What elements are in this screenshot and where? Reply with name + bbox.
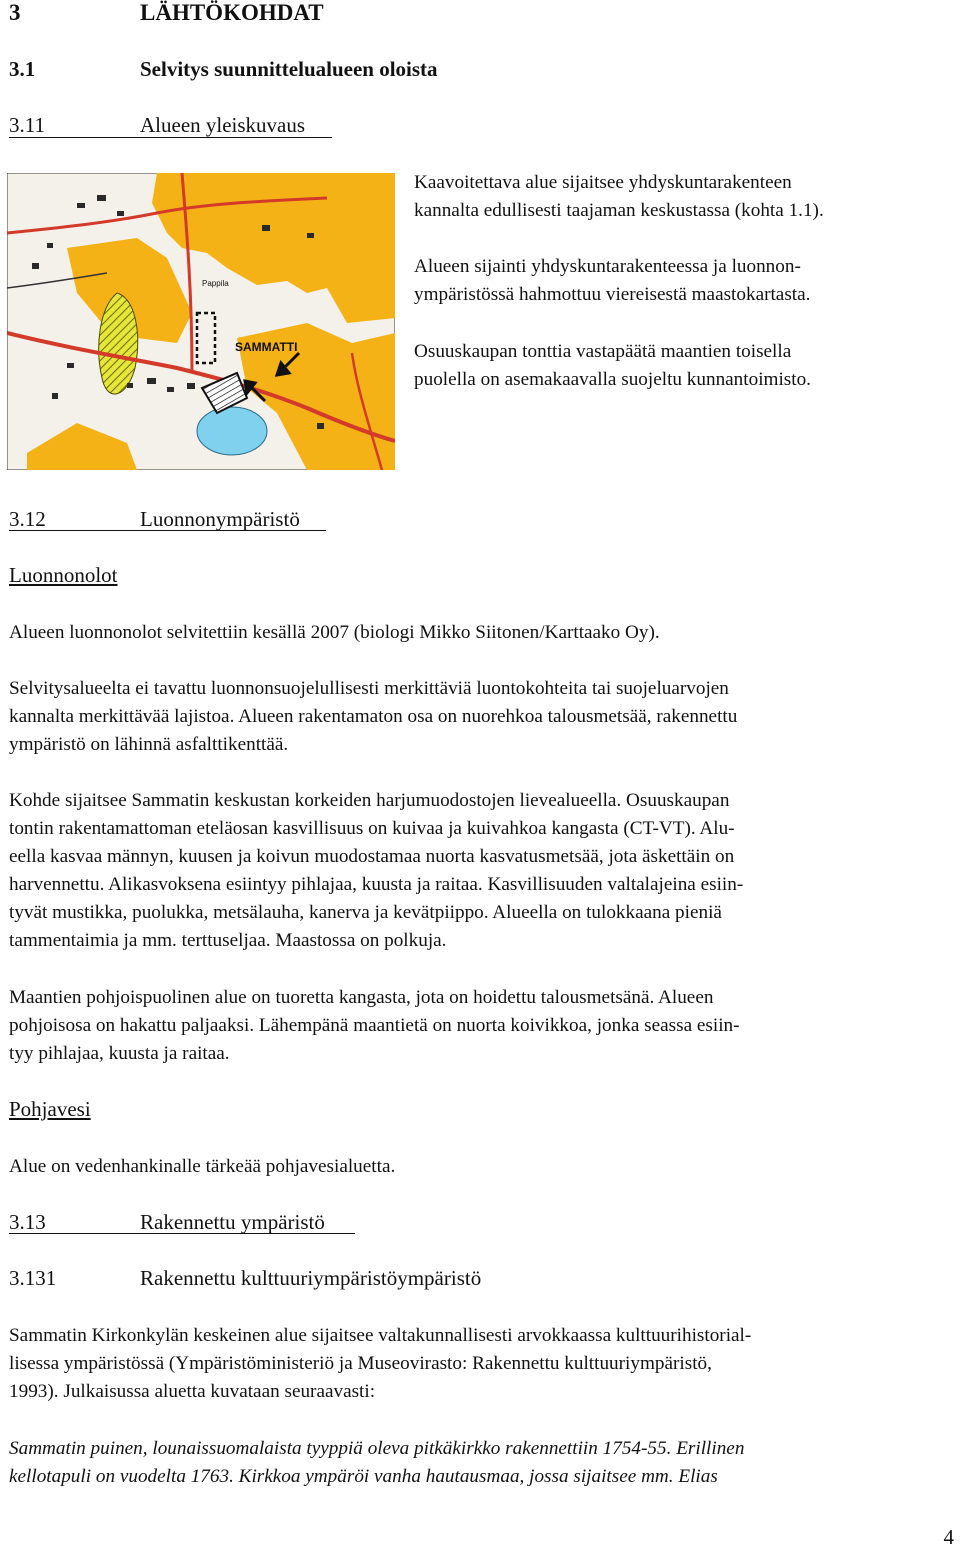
lake	[197, 407, 267, 455]
text-line: eella kasvaa männyn, kuusen ja koivun muodostamaa nuorta kasvatusmetsää, jota äskettäin on	[9, 846, 735, 867]
intro-paragraph-1	[414, 169, 824, 225]
luonnonolot-paragraph-3	[9, 787, 743, 955]
text-line: kannalta edullisesti taajaman keskustassa (kohta 1.1).	[414, 200, 824, 221]
subsubsection-number: 3.131	[9, 1266, 57, 1290]
text-line: 1993). Julkaisussa aluetta kuvataan seuraavasti:	[9, 1381, 376, 1402]
pohjavesi-paragraph: Alue on vedenhankinalle tärkeää pohjavesialuetta.	[9, 1156, 396, 1177]
subsubsection-title: Rakennettu kulttuuriympäristöympäristö	[140, 1266, 482, 1290]
text-line: ympäristössä hahmottuu viereisestä maastokartasta.	[414, 284, 811, 305]
text-line: tontin rakentamattoman eteläosan kasvillisuus on kuivaa ja kuivahkoa kangasta (CT-VT). Alu-	[9, 818, 735, 839]
subsection-number: 3.12	[9, 507, 46, 531]
intro-paragraph-2	[414, 253, 810, 309]
subsection-number: 3.11	[9, 113, 45, 137]
subheading-number: 3.1	[9, 57, 36, 81]
text-line: Alueen sijainti yhdyskuntarakenteessa ja luonnon-	[414, 256, 801, 277]
kulttuuri-paragraph	[9, 1322, 751, 1406]
text-line: tammentaimia ja mm. terttuseljaa. Maastossa on polkuja.	[9, 930, 447, 951]
intro-paragraph-3	[414, 338, 811, 394]
text-line: Kaavoitettava alue sijaitsee yhdyskuntarakenteen	[414, 172, 792, 193]
subsection-title: Luonnonympäristö	[140, 507, 300, 531]
text-line: Sammatin puinen, lounaissuomalaista tyyppiä oleva pitkäkirkko rakennettiin 1754-55. Erillinen	[9, 1438, 745, 1459]
text-line: lisessa ympäristössä (Ympäristöministeriö ja Museovirasto: Rakennettu kulttuuriympäristö,	[9, 1353, 712, 1374]
text-line: Sammatin Kirkonkylän keskeinen alue sijaitsee valtakunnallisesti arvokkaassa kulttuurihistorial-	[9, 1325, 752, 1346]
text-line: pohjoisosa on hakattu paljaaksi. Lähempänä maantietä on nuorta koivikkoa, jonka seassa esiin-	[9, 1015, 740, 1036]
text-line: tyy pihlajaa, kuusta ja raitaa.	[9, 1043, 230, 1064]
text-line: tyvät mustikka, puolukka, metsälauha, kanerva ja kevätpiippo. Alueella on tulokkaana pieniä	[9, 902, 722, 923]
page-number: 4	[943, 1525, 954, 1549]
pohjavesi-heading: Pohjavesi	[9, 1097, 91, 1121]
text-line: ympäristö on lähinnä asfalttikenttää.	[9, 734, 289, 755]
map-label-sammatti: SAMMATTI	[235, 340, 298, 354]
heading-title: LÄHTÖKOHDAT	[140, 0, 324, 25]
text-line: harvennettu. Alikasvoksena esiintyy pihlajaa, kuusta ja raitaa. Kasvillisuuden valtalajeina esiin-	[9, 874, 744, 895]
location-map	[7, 173, 395, 470]
text-line: Selvitysalueelta ei tavattu luonnonsuojelullisesti merkittäviä luontokohteita tai suojeluarvojen	[9, 678, 729, 699]
text-line: Osuuskaupan tonttia vastapäätä maantien toisella	[414, 341, 792, 362]
subsection-title: Rakennettu ympäristö	[140, 1210, 325, 1234]
subsection-number: 3.13	[9, 1210, 46, 1234]
subsection-title: Alueen yleiskuvaus	[140, 113, 306, 137]
luonnonolot-paragraph-2	[9, 675, 737, 759]
text-line: Kohde sijaitsee Sammatin keskustan korkeiden harjumuodostojen lievealueella. Osuuskaupan	[9, 790, 730, 811]
text-line: kannalta merkittävää lajistoa. Alueen rakentamaton osa on nuorehkoa talousmetsää, rakennettu	[9, 706, 738, 727]
luonnonolot-paragraph-4	[9, 984, 740, 1068]
subheading-title: Selvitys suunnittelualueen oloista	[140, 57, 438, 81]
text-line: puolella on asemakaavalla suojeltu kunnantoimisto.	[414, 369, 811, 390]
map-label-pappila: Pappila	[202, 279, 229, 288]
luonnonolot-heading: Luonnonolot	[9, 563, 118, 587]
luonnonolot-paragraph-1: Alueen luonnonolot selvitettiin kesällä 2007 (biologi Mikko Siitonen/Karttaako Oy).	[9, 622, 660, 643]
heading-number: 3	[9, 0, 21, 25]
text-line: kellotapuli on vuodelta 1763. Kirkkoa ympäröi vanha hautausmaa, jossa sijaitsee mm. Elias	[9, 1466, 718, 1487]
kulttuuri-quote	[9, 1435, 744, 1491]
text-line: Maantien pohjoispuolinen alue on tuoretta kangasta, jota on hoidettu talousmetsänä. Alueen	[9, 987, 714, 1008]
